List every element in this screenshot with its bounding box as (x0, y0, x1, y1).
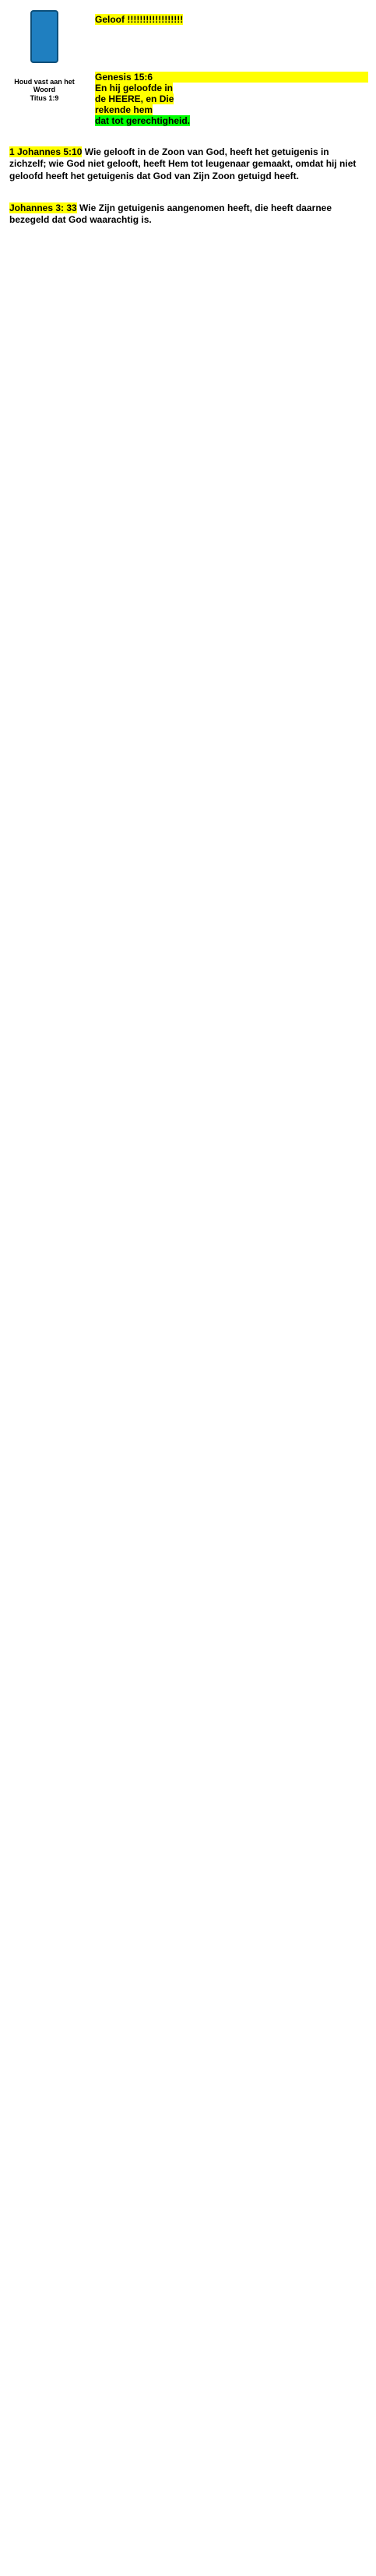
verse-section: Johannes 3: 33 Wie Zijn getuigenis aangenomen heeft, die heeft daarnee bezegeld dat God waarachtig is. (9, 202, 332, 226)
page-title: Geloof !!!!!!!!!!!!!!!!!! (95, 14, 184, 25)
hands-holding-bible-icon (17, 6, 72, 78)
header-right: Geloof !!!!!!!!!!!!!!!!!! Genesis 15:6 En hij geloofde in de HEERE, en Die rekende hem dat tot gerechtigheid. (95, 6, 368, 126)
book-figure (9, 6, 79, 102)
caption: Houd vast aan het Woord Titus 1:9 (14, 78, 75, 102)
page (0, 0, 376, 242)
header (9, 6, 368, 126)
verse-section: 1 Johannes 5:10 Wie gelooft in de Zoon van God, heeft het getuigenis in zichzelf; wie God niet gelooft, heeft Hem tot leugenaar gemaakt, omdat hij niet geloofd heeft het getuigenis dat God van Zijn Zoon getuigd heeft. (9, 146, 357, 181)
